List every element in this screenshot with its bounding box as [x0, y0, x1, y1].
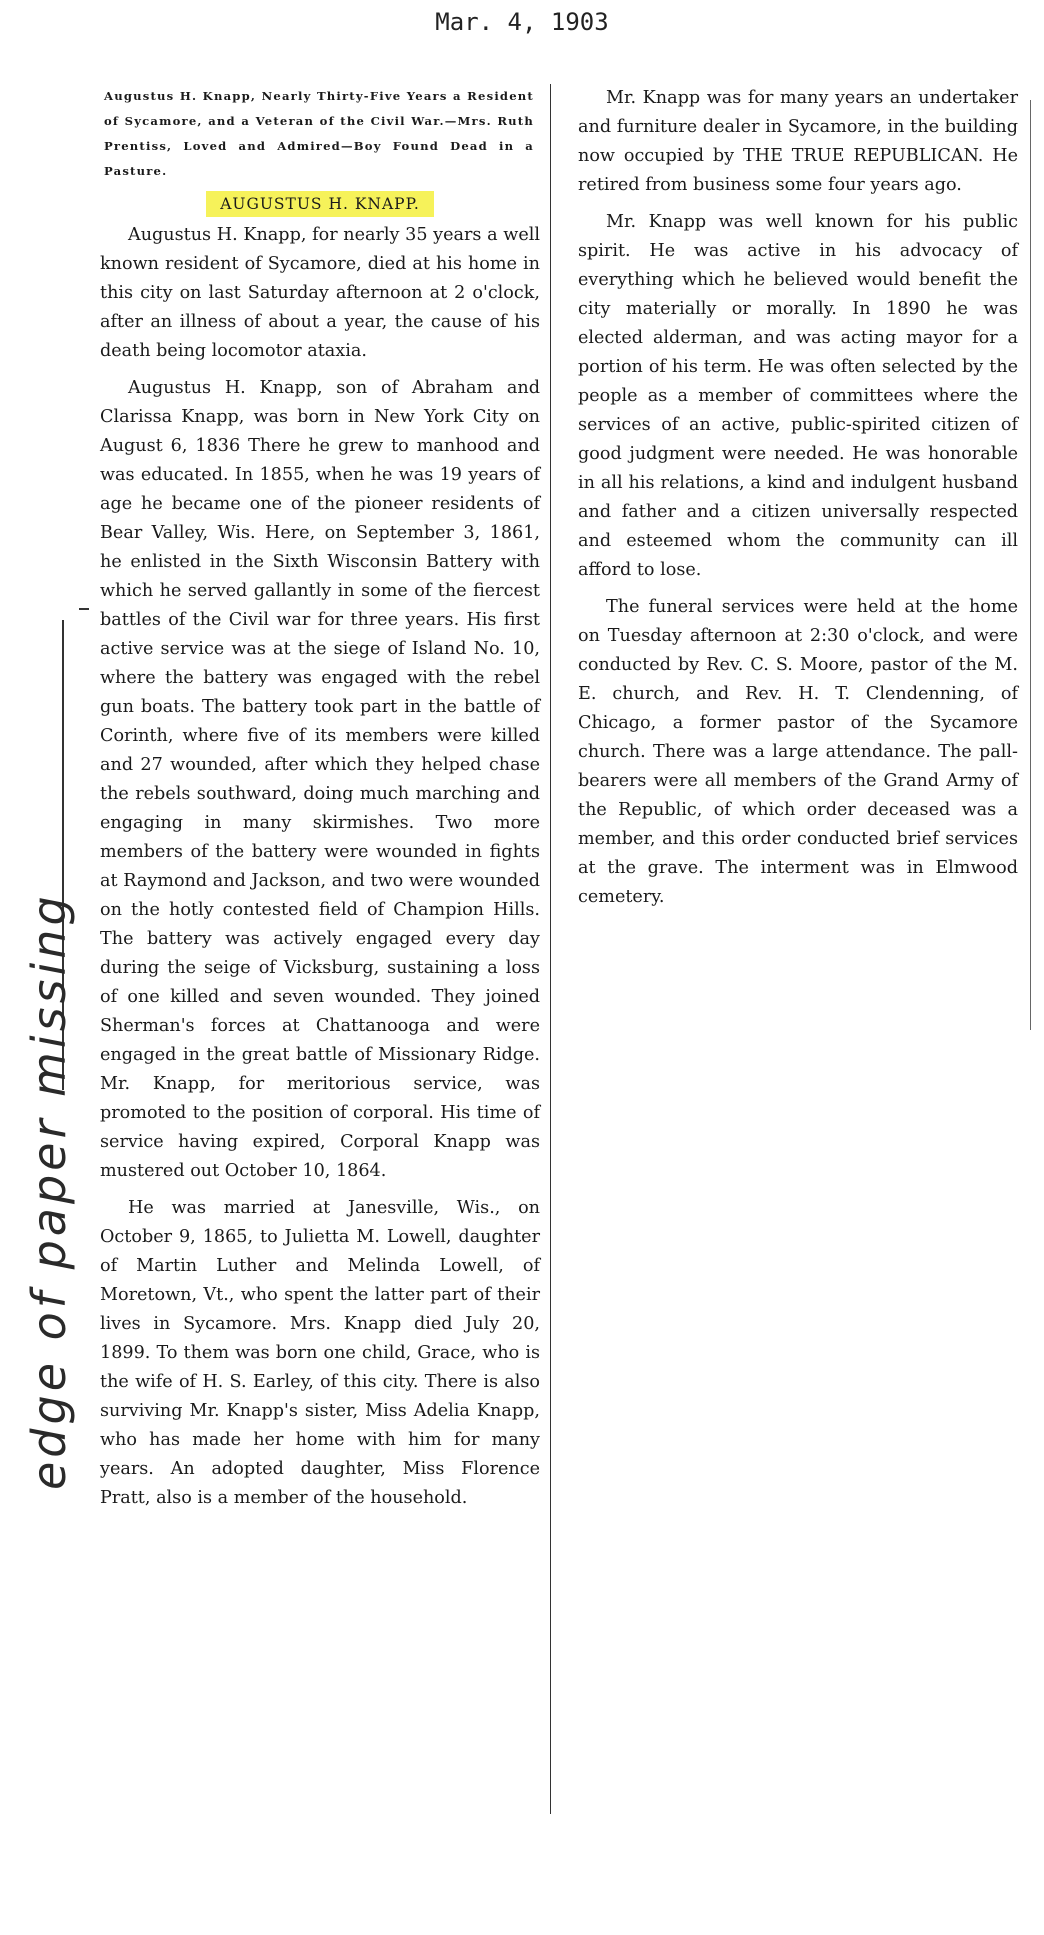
paragraph: The funeral services were held at the home on Tuesday afternoon at 2:30 o'clock, and were conducted by Rev. C. S. Moore, pastor of the M. E. church, and Rev. H. T. Clendenning, of Chicago, a former pastor of the Sycamore church. There was a large attendance. The pall-bearers were all members of the Grand Army of the Republic, of which order deceased was a member, and this order conducted brief services at the grave. The interment was in Elmwood cemetery.: [578, 597, 1018, 907]
subhead-wrapper: [100, 190, 540, 219]
highlighted-subhead: AUGUSTUS H. KNAPP.: [206, 191, 434, 217]
paragraph: He was married at Janesville, Wis., on October 9, 1865, to Julietta M. Lowell, daughter of Martin Luther and Melinda Lowell, of Moretown, Vt., who spent the latter part of their lives in Sycamore. Mrs. Knapp died July 20, 1899. To them was born one child, Grace, who is the wife of H. S. Earley, of this city. There is also surviving Mr. Knapp's sister, Miss Adelia Knapp, who has made her home with him for many years. An adopted daughter, Miss Florence Pratt, also is a member of the household.: [100, 1198, 540, 1508]
article-deck: Augustus H. Knapp, Nearly Thirty-Five Years a Resident of Sycamore, and a Veteran of the Civil War.—Mrs. Ruth Prentiss, Loved and Admired—Boy Found Dead in a Pasture.: [104, 89, 534, 178]
column-rule: [550, 84, 551, 1814]
left-column: [100, 84, 540, 1521]
clipping-date: Mar. 4, 1903: [435, 8, 609, 36]
paragraph: Mr. Knapp was for many years an undertaker and furniture dealer in Sycamore, in the building now occupied by THE TRUE REPUBLICAN. He retired from business some four years ago.: [578, 88, 1018, 195]
paragraph: Augustus H. Knapp, for nearly 35 years a well known resident of Sycamore, died at his home in this city on last Saturday afternoon at 2 o'clock, after an illness of about a year, the cause of his death being locomotor ataxia.: [100, 225, 540, 361]
paragraph: Augustus H. Knapp, son of Abraham and Clarissa Knapp, was born in New York City on August 6, 1836 There he grew to manhood and was educated. In 1855, when he was 19 years of age he became one of the pioneer residents of Bear Valley, Wis. Here, on September 3, 1861, he enlisted in the Sixth Wisconsin Battery with which he served gallantly in some of the fiercest battles of the Civil war for three years. His first active service was at the siege of Island No. 10, where the battery was engaged with the rebel gun boats. The battery took part in the battle of Corinth, where five of its members were killed and 27 wounded, after which they helped chase the rebels southward, doing much marching and engaging in many skirmishes. Two more members of the battery were wounded in fights at Raymond and Jackson, and two were wounded on the hotly contested field of Champion Hills. The battery was actively engaged every day during the seige of Vicksburg, sustaining a loss of one killed and seven wounded. They joined Sherman's forces at Chattanooga and were engaged in the great battle of Missionary Ridge. Mr. Knapp, for meritorious service, was promoted to the position of corporal. His time of service having expired, Corporal Knapp was mustered out October 10, 1864.: [100, 378, 540, 1181]
right-edge-rule: [1030, 100, 1031, 1030]
margin-dash-mark: [79, 608, 89, 610]
right-column: [578, 84, 1018, 920]
handwritten-margin-note: edge of paper missing: [22, 892, 76, 1490]
paragraph: Mr. Knapp was well known for his public spirit. He was active in his advocacy of everything which he believed would benefit the city materially or morally. In 1890 he was elected alderman, and was acting mayor for a portion of his term. He was often selected by the people as a member of committees where the services of an active, public-spirited citizen of good judgment were needed. He was honorable in all his relations, a kind and indulgent husband and father and a citizen universally respected and esteemed whom the community can ill afford to lose.: [578, 212, 1018, 580]
